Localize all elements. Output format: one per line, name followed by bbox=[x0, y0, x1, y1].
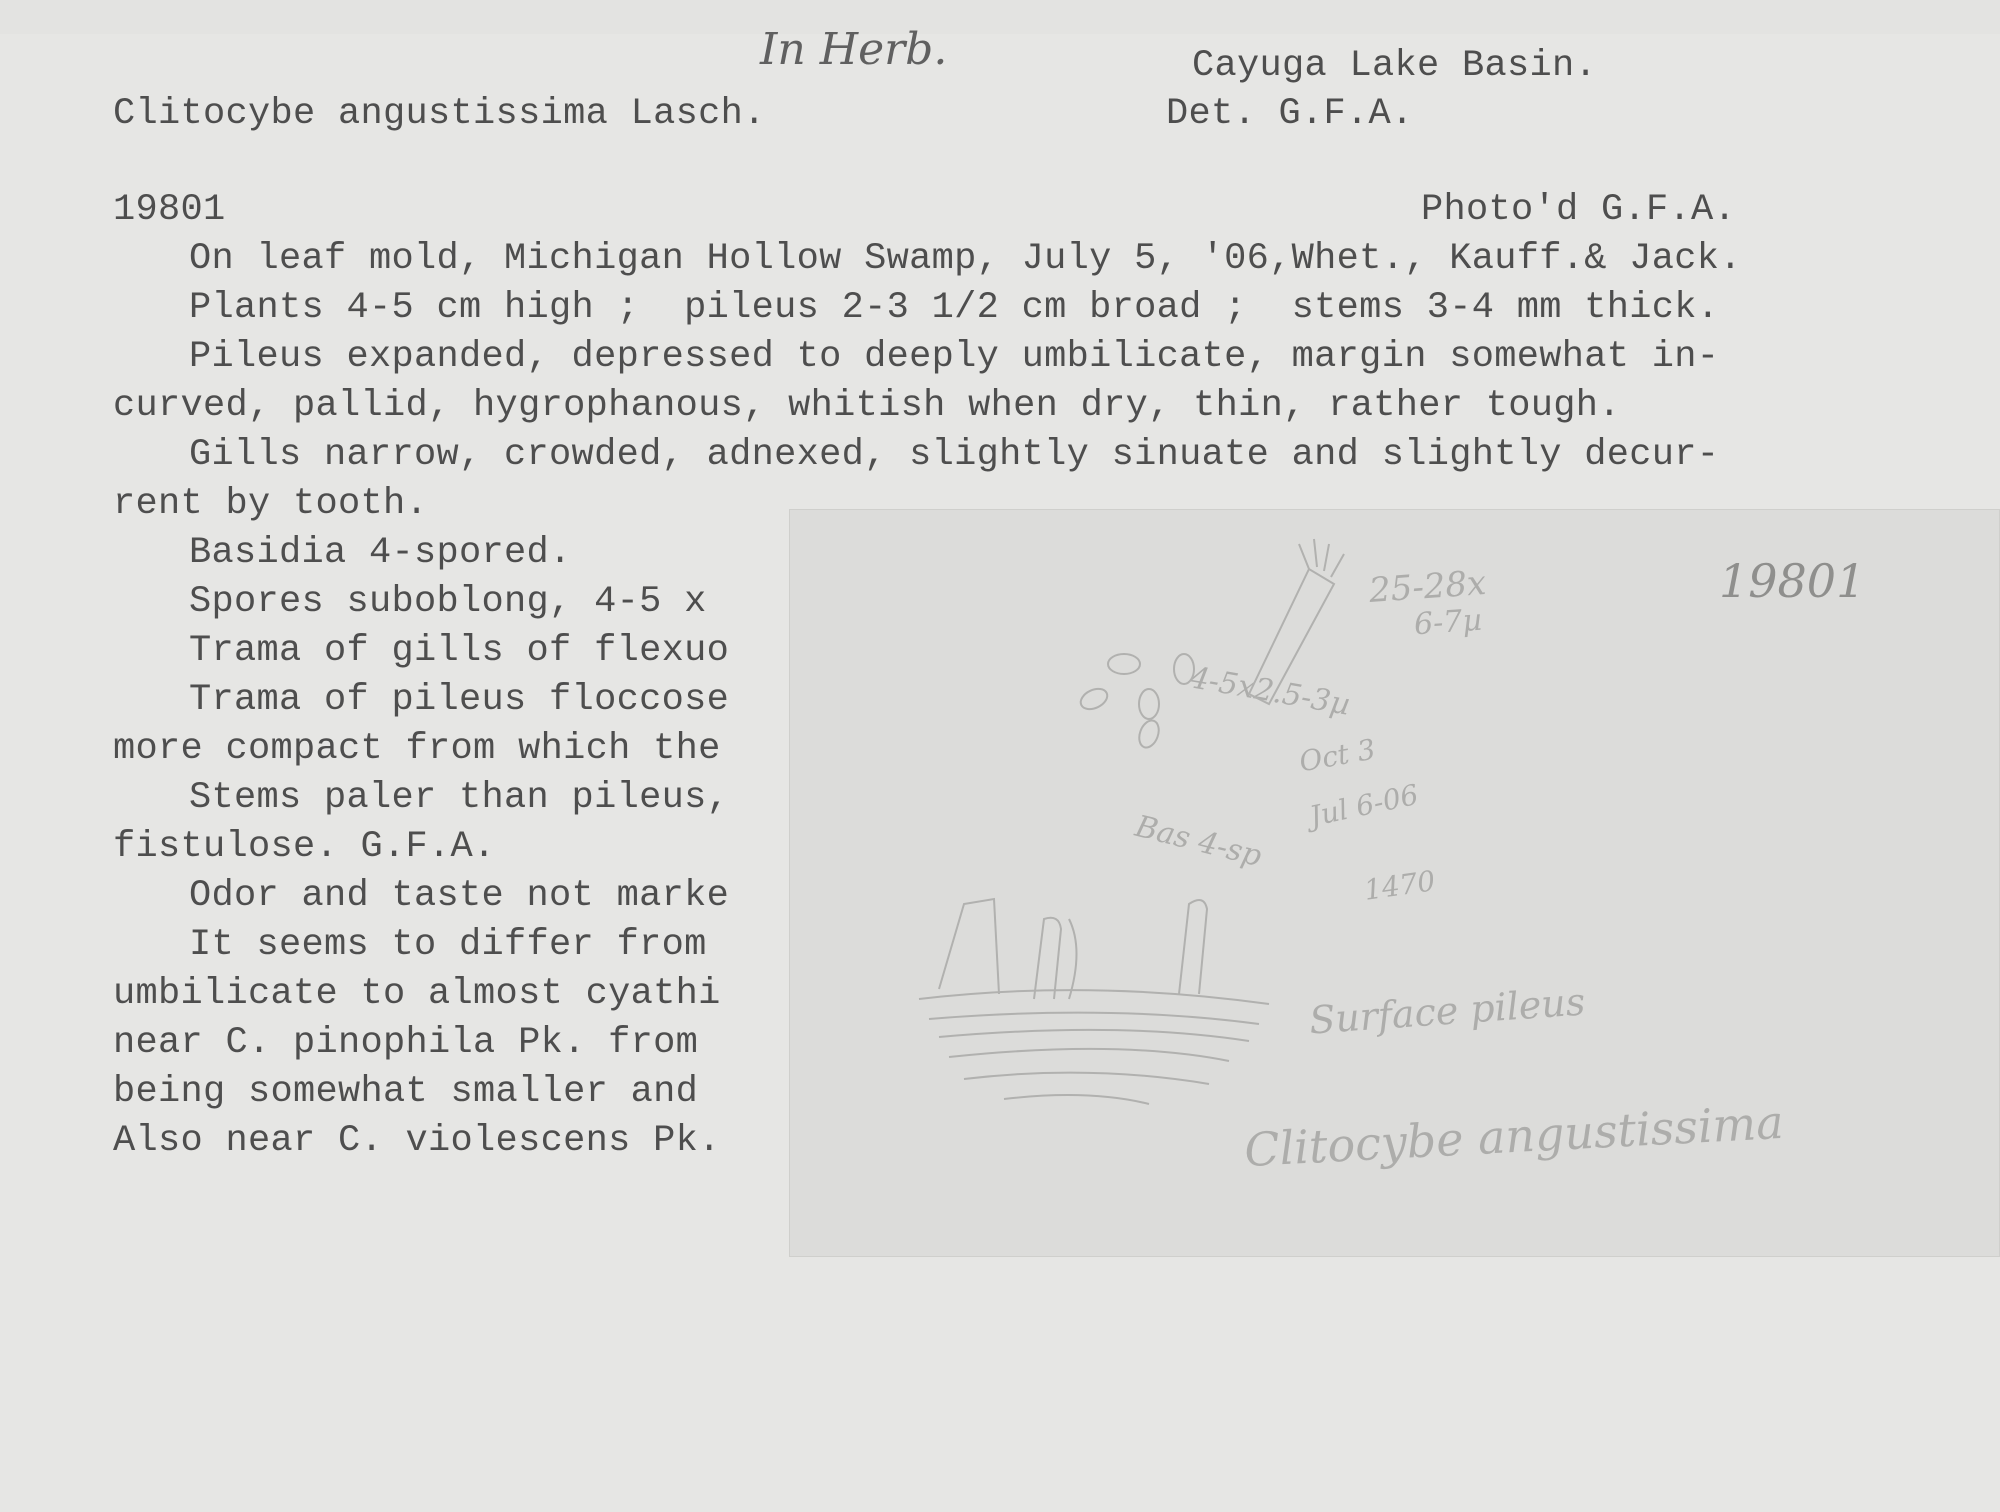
slip-note: Bas 4-sp bbox=[1131, 808, 1266, 875]
description-line: Also near C. violescens Pk. bbox=[113, 1120, 721, 1162]
description-line: Trama of gills of flexuo bbox=[189, 630, 730, 672]
description-line: Trama of pileus floccose bbox=[189, 679, 730, 721]
species-name: Clitocybe angustissima Lasch. bbox=[113, 93, 766, 135]
description-line: Stems paler than pileus, bbox=[189, 777, 730, 819]
description-line: more compact from which the bbox=[113, 728, 721, 770]
slip-note: Clitocybe angustissima bbox=[1242, 1094, 1785, 1178]
slip-note: 4-5x2.5-3µ bbox=[1187, 660, 1353, 723]
pencil-sketch-slip bbox=[789, 509, 2000, 1257]
description-line: rent by tooth. bbox=[113, 483, 429, 525]
description-line: umbilicate to almost cyathi bbox=[113, 973, 721, 1015]
description-line: being somewhat smaller and bbox=[113, 1071, 699, 1113]
description-line: fistulose. G.F.A. bbox=[113, 826, 496, 868]
slip-note: Oct 3 bbox=[1296, 732, 1378, 779]
determiner: Det. G.F.A. bbox=[1166, 93, 1414, 135]
slip-note: Jul 6-06 bbox=[1306, 777, 1422, 834]
slip-note: 1470 bbox=[1362, 864, 1438, 907]
locality: Cayuga Lake Basin. bbox=[1192, 45, 1598, 87]
description-line: Plants 4-5 cm high ; pileus 2-3 1/2 cm broad ; stems 3-4 mm thick. bbox=[189, 287, 1720, 329]
photo-credit: Photo'd G.F.A. bbox=[1421, 189, 1737, 231]
description-line: Spores suboblong, 4-5 x bbox=[189, 581, 707, 623]
slip-note: Surface pileus bbox=[1307, 979, 1587, 1043]
description-line: Pileus expanded, depressed to deeply umbilicate, margin somewhat in- bbox=[189, 336, 1720, 378]
description-line: Basidia 4-spored. bbox=[189, 532, 572, 574]
description-line: It seems to differ from bbox=[189, 924, 707, 966]
description-line: On leaf mold, Michigan Hollow Swamp, July 5, '06,Whet., Kauff.& Jack. bbox=[189, 238, 1742, 280]
description-line: near C. pinophila Pk. from bbox=[113, 1022, 699, 1064]
specimen-number: 19801 bbox=[113, 189, 226, 231]
slip-note: 25-28x bbox=[1367, 562, 1488, 612]
description-line: Gills narrow, crowded, adnexed, slightly sinuate and slightly decur- bbox=[189, 434, 1720, 476]
handwritten-herb-note: In Herb. bbox=[760, 24, 948, 75]
slip-number: 19801 bbox=[1719, 554, 1866, 608]
top-margin-band bbox=[0, 0, 2000, 35]
slip-note: 6-7µ bbox=[1412, 602, 1483, 643]
description-line: Odor and taste not marke bbox=[189, 875, 730, 917]
mushroom-sketch bbox=[789, 509, 2000, 1257]
description-line: curved, pallid, hygrophanous, whitish when dry, thin, rather tough. bbox=[113, 385, 1621, 427]
